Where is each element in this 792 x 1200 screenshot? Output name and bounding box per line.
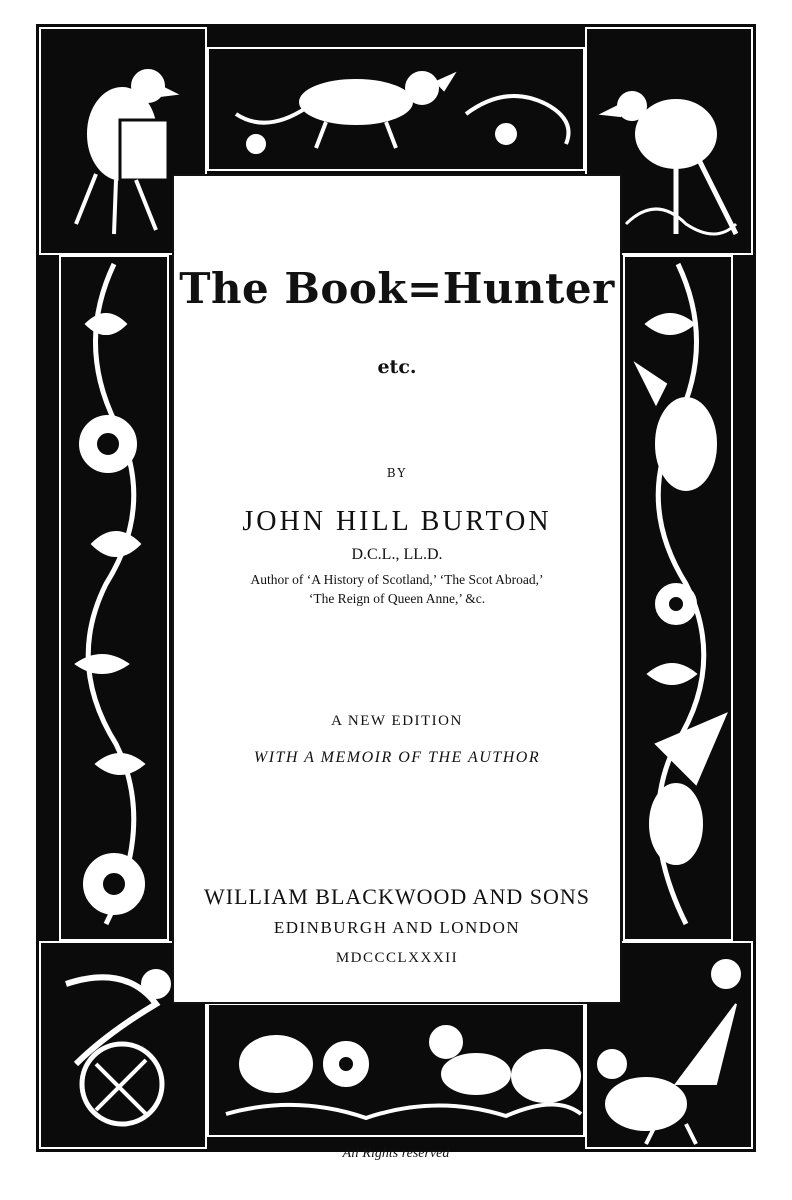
author-works-line-2: ‘The Reign of Queen Anne,’ &c. xyxy=(308,591,486,606)
rights-notice: All Rights reserved xyxy=(342,1146,450,1161)
ornamental-border xyxy=(36,24,756,1152)
author-name: JOHN HILL BURTON xyxy=(242,506,552,537)
book-title: The Book=Hunter xyxy=(179,264,615,313)
winged-beast-icon xyxy=(636,264,726,924)
memoir-label: WITH A MEMOIR OF THE AUTHOR xyxy=(253,749,541,766)
dragon-icon xyxy=(236,72,569,153)
dragon-icon xyxy=(66,970,170,1124)
bird-reading-book-icon xyxy=(76,70,176,234)
bird-icon xyxy=(602,92,736,234)
face-icon xyxy=(226,1026,581,1118)
title-panel xyxy=(172,174,622,1004)
edition-label: A NEW EDITION xyxy=(331,713,463,729)
author-degrees: D.C.L., LL.D. xyxy=(351,546,443,563)
publisher-name: WILLIAM BLACKWOOD AND SONS xyxy=(204,884,590,909)
book-subtitle: etc. xyxy=(377,356,417,378)
author-works-line-1: Author of ‘A History of Scotland,’ ‘The Scot Abroad,’ xyxy=(250,572,544,587)
publisher-city: EDINBURGH AND LONDON xyxy=(273,918,521,937)
flower-icon xyxy=(76,264,144,924)
publication-year: MDCCCLXXXII xyxy=(335,950,459,966)
by-label: BY xyxy=(386,466,408,480)
